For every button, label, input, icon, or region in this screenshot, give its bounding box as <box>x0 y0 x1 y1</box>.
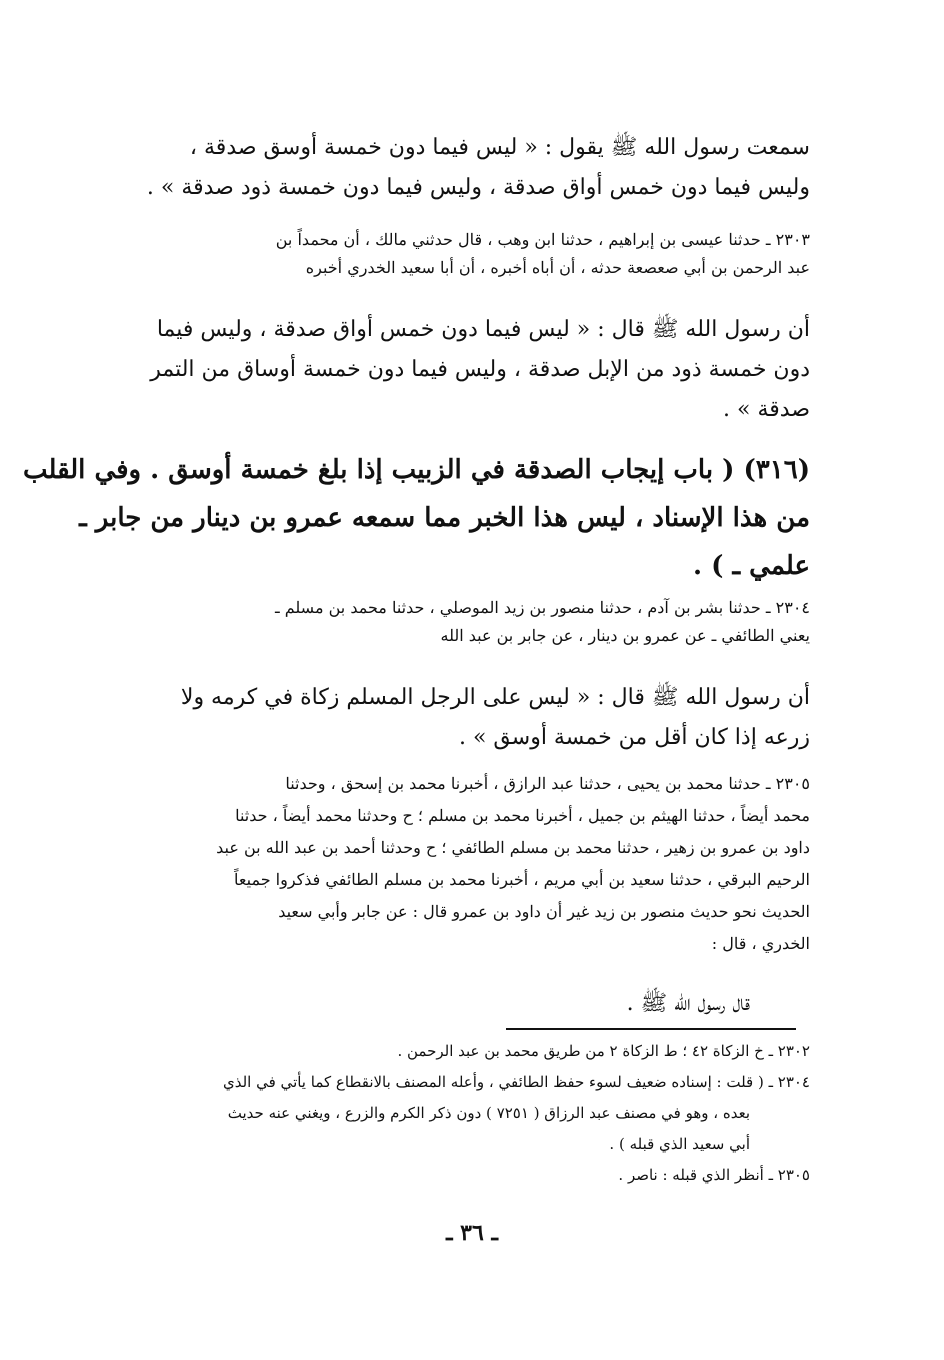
text-line: سمعت رسول الله ﷺ يقول : « ليس فيما دون خمسة أوسق صدقة ، <box>189 135 810 160</box>
text-line: دون خمسة ذود من الإبل صدقة ، وليس فيما دون خمسة أوساق من التمر <box>150 357 810 382</box>
text-line: (٣١٦) ( باب إيجاب الصدقة في الزبيب إذا بلغ خمسة أوسق . وفي القلب <box>22 455 810 485</box>
hadith-text-2305 <box>128 984 810 1024</box>
isnad-2304 <box>128 594 810 650</box>
text-line: الخدري ، قال : <box>711 934 810 953</box>
text-line: الرحيم البرقي ، حدثنا سعيد بن أبي مريم ، أخبرنا محمد بن مسلم الطائفي فذكروا جميعاً <box>234 870 810 889</box>
footnote-line: ٢٣٠٤ ـ ( قلت : إسناده ضعيف لسوء حفظ الطائفي ، وأعله المصنف بالانقطاع كما يأتي في الذي <box>223 1073 810 1091</box>
footnotes <box>128 1036 810 1191</box>
footnote-line: ٢٣٠٢ ـ خ الزكاة ٤٢ ؛ ط الزكاة ٢ من طريق محمد بن عبد الرحمن . <box>397 1042 810 1060</box>
text-line: عبد الرحمن بن أبي صعصعة حدثه ، أن أباه أخبره ، أن أبا سعيد الخدري أخبره <box>305 258 810 277</box>
text-line: علمي ـ ) . <box>693 551 810 581</box>
footnote-line: ٢٣٠٥ ـ أنظر الذي قبله : ناصر . <box>618 1166 810 1184</box>
footnote-line: أبي سعيد الذي قبله ) . <box>609 1135 750 1153</box>
text-line: أن رسول الله ﷺ قال : « ليس فيما دون خمس أواق صدقة ، وليس فيما <box>156 317 810 342</box>
hadith-text-2304 <box>128 678 810 758</box>
hadith-text-2302 <box>128 128 810 208</box>
text-line: من هذا الإسناد ، ليس هذا الخبر مما سمعه عمرو بن دينار من جابر ـ <box>79 503 810 533</box>
text-line: ٢٣٠٣ ـ حدثنا عيسى بن إبراهيم ، حدثنا ابن وهب ، قال حدثني مالك ، أن محمداً بن <box>275 230 810 249</box>
text-line: قال رسول الله ﷺ . <box>626 991 750 1016</box>
text-line: وليس فيما دون خمس أواق صدقة ، وليس فيما دون خمسة ذود صدقة » . <box>146 175 810 200</box>
text-line: ٢٣٠٥ ـ حدثنا محمد بن يحيى ، حدثنا عبد الرازق ، أخبرنا محمد بن إسحق ، وحدثنا <box>285 774 810 793</box>
hadith-text-2303 <box>128 310 810 430</box>
text-line: داود بن عمرو بن زهير ، حدثنا محمد بن مسلم الطائفي ؛ ح وحدثنا أحمد بن عبد الله بن عبد <box>216 838 810 857</box>
isnad-2303 <box>128 226 810 282</box>
text-line: محمد أيضاً ، حدثنا الهيثم بن جميل ، أخبرنا محمد بن مسلم ؛ ح وحدثنا محمد أيضاً ، حدثنا <box>235 806 810 825</box>
text-line: زرعه إذا كان أقل من خمسة أوسق » . <box>458 725 810 750</box>
text-line: صدقة » . <box>723 397 810 422</box>
isnad-2305 <box>128 768 810 960</box>
text-line: يعني الطائفي ـ عن عمرو بن دينار ، عن جابر بن عبد الله <box>440 626 810 645</box>
footnote-separator <box>506 1028 796 1030</box>
page-number: ـ ٣٦ ـ <box>446 1220 498 1246</box>
footnote-line: بعده ، وهو في مصنف عبد الرزاق ( ٧٢٥١ ) دون ذكر الكرم والزرع ، ويغني عنه حديث <box>227 1104 750 1122</box>
text-line: أن رسول الله ﷺ قال : « ليس على الرجل المسلم زكاة في كرمه ولا <box>180 685 810 710</box>
text-line: ٢٣٠٤ ـ حدثنا بشر بن آدم ، حدثنا منصور بن زيد الموصلي ، حدثنا محمد بن مسلم ـ <box>274 598 810 617</box>
chapter-heading-316 <box>22 446 810 590</box>
text-line: الحديث نحو حديث منصور بن زيد غير أن داود بن عمرو قال : عن جابر وأبي سعيد <box>278 902 810 921</box>
